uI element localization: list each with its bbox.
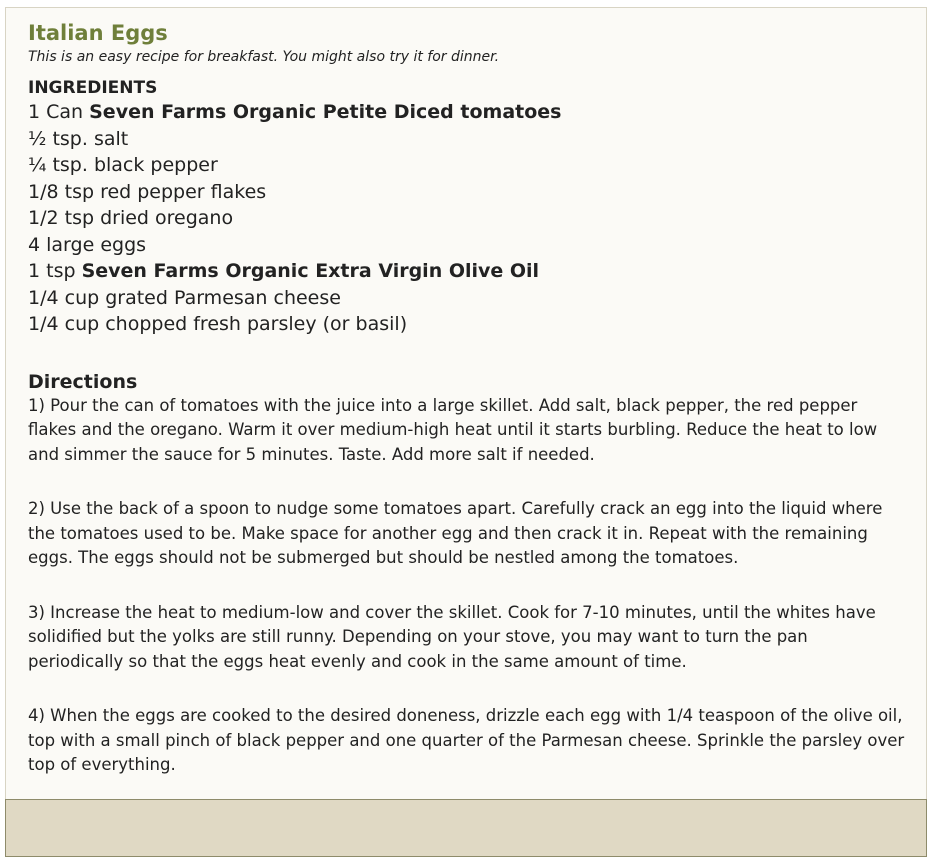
ingredient-text: 1 tsp (28, 260, 82, 282)
ingredient-text: 1/4 cup chopped fresh parsley (or basil) (28, 313, 408, 335)
ingredient-text: 1/8 tsp red pepper flakes (28, 180, 267, 203)
ingredient-brand: Seven Farms Organic Extra Virgin Olive Oil (81, 260, 540, 282)
recipe-subtitle: This is an easy recipe for breakfast. You might also try it for dinner. (28, 49, 500, 65)
direction-step-4: 4) When the eggs are cooked to the desired doneness, drizzle each egg with 1/4 teaspoon of the olive oil, top with a small pinch of black pepper and one quarter of the Parmesan cheese. Sprinkle the parsley over top of everything. (28, 706, 905, 774)
ingredient-text: ½ tsp. salt (28, 127, 129, 150)
ingredient-text: 1/4 cup grated Parmesan cheese (28, 286, 341, 309)
recipe-content (28, 20, 908, 808)
ingredient-text: 4 large eggs (28, 233, 147, 256)
ingredient-item (28, 99, 908, 126)
ingredient-text: 1/2 tsp dried oregano (28, 207, 234, 229)
direction-step-1: 1) Pour the can of tomatoes with the juice into a large skillet. Add salt, black pepper, the red pepper flakes and the oregano. Warm it over medium-high heat until it starts burbling. Reduce the heat to low and simmer the sauce for 5 minutes. Taste. Add more salt if needed. (28, 395, 878, 464)
recipe-title: Italian Eggs (28, 21, 168, 45)
ingredients-list (28, 99, 908, 338)
ingredient-item (28, 232, 908, 259)
ingredient-item (28, 126, 908, 153)
ingredient-item (28, 205, 908, 232)
footer-bar (5, 799, 927, 857)
direction-step-3: 3) Increase the heat to medium-low and cover the skillet. Cook for 7-10 minutes, until the whites have solidified but the yolks are still runny. Depending on your stove, you may want to turn the pan periodically so that the eggs heat evenly and cook in the same amount of time. (28, 602, 876, 671)
ingredient-text: ¼ tsp. black pepper (28, 154, 218, 176)
ingredient-brand: Seven Farms Organic Petite Diced tomatoes (89, 101, 562, 123)
directions-heading: Directions (28, 370, 138, 393)
ingredient-item (28, 258, 908, 285)
ingredient-item (28, 152, 908, 179)
ingredient-item (28, 285, 908, 312)
ingredient-item (28, 179, 908, 206)
ingredient-text: 1 Can (28, 101, 90, 123)
direction-step-2: 2) Use the back of a spoon to nudge some tomatoes apart. Carefully crack an egg into the liquid where the tomatoes used to be. Make space for another egg and then crack it in. Repeat with the remaining eggs. The eggs should not be submerged but should be nestled among the tomatoes. (28, 499, 883, 567)
recipe-card (5, 7, 927, 799)
ingredients-heading: INGREDIENTS (28, 78, 158, 98)
ingredient-item (28, 311, 908, 338)
